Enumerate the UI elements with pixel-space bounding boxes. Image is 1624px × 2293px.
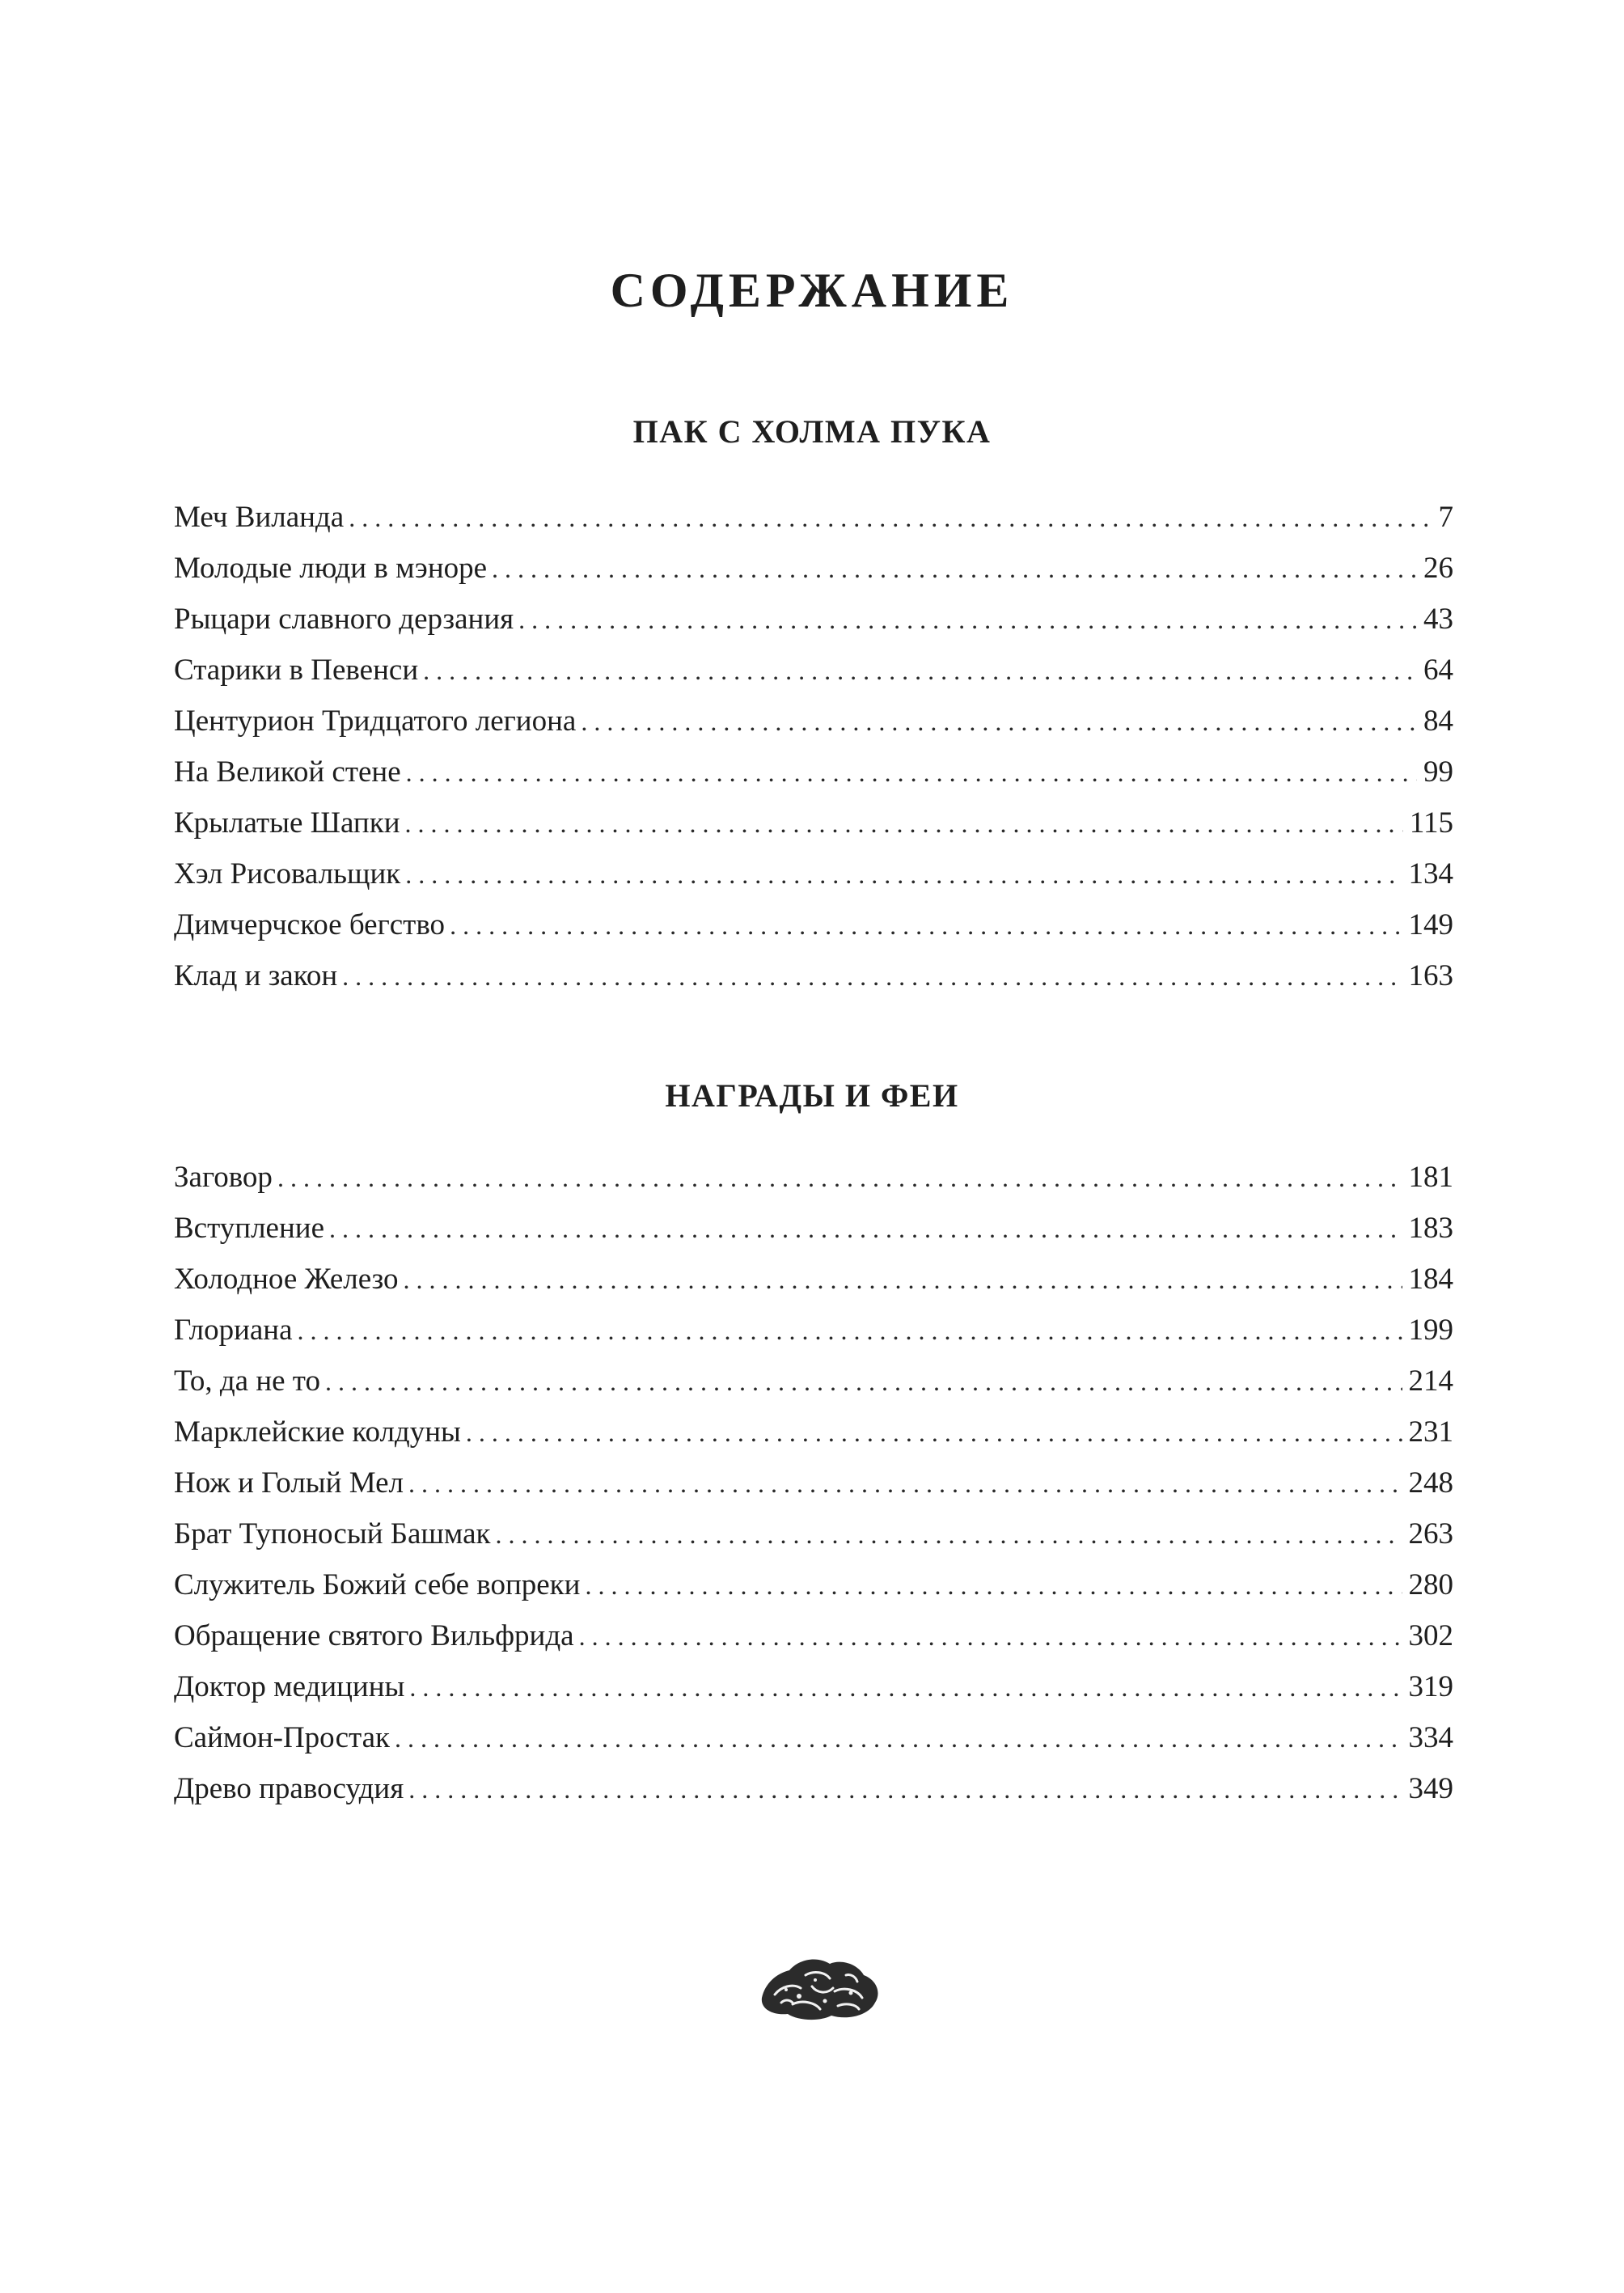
toc-entry-title: Холодное Железо [174,1263,399,1296]
dot-leader [408,1764,1402,1814]
toc-entry-title: Центурион Тридцатого легиона [174,704,577,738]
toc-entry [174,950,1453,1001]
toc-entry [174,543,1453,594]
toc-entry-title: Рыцари славного дерзания [174,603,514,636]
toc-entry [174,645,1453,696]
dot-leader [406,747,1417,797]
toc-entry-page-number: 280 [1408,1568,1453,1601]
toc-entry [174,1457,1453,1508]
toc-entry-page-number: 26 [1423,552,1453,585]
dot-leader [518,594,1417,645]
toc-entry-page-number: 334 [1408,1721,1453,1754]
toc-entry [174,899,1453,950]
toc-entry-title: Доктор медицины [174,1670,405,1703]
dot-leader [409,1662,1402,1712]
section-heading: ПАК С ХОЛМА ПУКА [632,413,992,451]
toc-entry-page-number: 231 [1408,1415,1453,1449]
toc-entry-page-number: 183 [1408,1212,1453,1245]
toc-entry-title: Древо правосудия [174,1772,404,1805]
toc-entry-page-number: 7 [1438,501,1453,534]
toc-entry [174,1356,1453,1407]
toc-entry-page-number: 115 [1409,806,1453,840]
toc-entry [174,1763,1453,1814]
toc-entry-page-number: 163 [1408,959,1453,992]
dot-leader [395,1713,1402,1763]
toc-entry-title: Крылатые Шапки [174,806,400,840]
toc-entry-title: То, да не то [174,1364,320,1398]
toc-entry [174,747,1453,797]
toc-entry [174,594,1453,645]
toc-entry-page-number: 349 [1408,1772,1453,1805]
dot-leader [403,1254,1402,1305]
toc-entry-title: Служитель Божий себе вопреки [174,1568,581,1601]
dot-leader [329,1204,1402,1254]
toc-entry-page-number: 99 [1423,755,1453,789]
toc-list [174,1152,1453,1814]
toc-entry-page-number: 199 [1408,1314,1453,1347]
section-heading: НАГРАДЫ И ФЕИ [665,1077,959,1115]
dot-leader [492,544,1417,594]
toc-entry-title: Заговор [174,1161,273,1194]
toc-list [174,492,1453,1001]
toc-entry [174,696,1453,747]
toc-entry-title: Вступление [174,1212,324,1245]
toc-entry-page-number: 248 [1408,1466,1453,1500]
toc-entry-title: Хэл Рисовальщик [174,857,401,891]
dot-leader [342,951,1402,1001]
toc-entry-title: Брат Тупоносый Башмак [174,1517,491,1551]
dot-leader [581,696,1417,747]
toc-entry [174,1152,1453,1203]
dot-leader [325,1356,1402,1407]
toc-entry-page-number: 263 [1408,1517,1453,1551]
dot-leader [579,1611,1402,1661]
toc-entry-title: Обращение святого Вильфрида [174,1619,574,1652]
toc-entry [174,1610,1453,1661]
toc-entry-title: Марклейские колдуны [174,1415,461,1449]
toc-entry-page-number: 43 [1423,603,1453,636]
toc-entry [174,1508,1453,1559]
toc-entry [174,492,1453,543]
toc-entry-page-number: 302 [1408,1619,1453,1652]
dot-leader [466,1407,1402,1457]
toc-entry [174,1559,1453,1610]
toc-entry [174,1712,1453,1763]
stone-ornament-icon [757,1951,883,2024]
toc-entry [174,1203,1453,1254]
dot-leader [405,798,1403,848]
toc-entry-page-number: 184 [1408,1263,1453,1296]
dot-leader [408,1458,1402,1508]
toc-entry-page-number: 319 [1408,1670,1453,1703]
toc-entry-page-number: 84 [1423,704,1453,738]
toc-entry-title: Нож и Голый Мел [174,1466,404,1500]
toc-entry [174,1305,1453,1356]
toc-entry-title: На Великой стене [174,755,401,789]
toc-entry-title: Саймон-Простак [174,1721,391,1754]
toc-entry [174,797,1453,848]
toc-entry-page-number: 214 [1408,1364,1453,1398]
toc-entry-title: Молодые люди в мэноре [174,552,488,585]
toc-entry-page-number: 134 [1408,857,1453,891]
toc-entry-title: Димчерчское бегство [174,908,446,941]
toc-entry [174,1254,1453,1305]
dot-leader [585,1560,1402,1610]
toc-entry [174,848,1453,899]
toc-entry [174,1407,1453,1457]
page-title: СОДЕРЖАНИЕ [610,264,1014,318]
toc-entry-title: Меч Виланда [174,501,345,534]
dot-leader [298,1305,1402,1356]
dot-leader [450,900,1402,950]
toc-entry-page-number: 64 [1423,654,1453,687]
toc-entry-title: Старики в Певенси [174,654,419,687]
toc-entry-page-number: 181 [1408,1161,1453,1194]
toc-entry-title: Клад и закон [174,959,338,992]
dot-leader [277,1153,1402,1203]
dot-leader [405,849,1402,899]
toc-entry-title: Глориана [174,1314,293,1347]
dot-leader [423,645,1417,696]
toc-entry-page-number: 149 [1408,908,1453,941]
dot-leader [349,493,1427,543]
toc-entry [174,1661,1453,1712]
dot-leader [495,1509,1402,1559]
